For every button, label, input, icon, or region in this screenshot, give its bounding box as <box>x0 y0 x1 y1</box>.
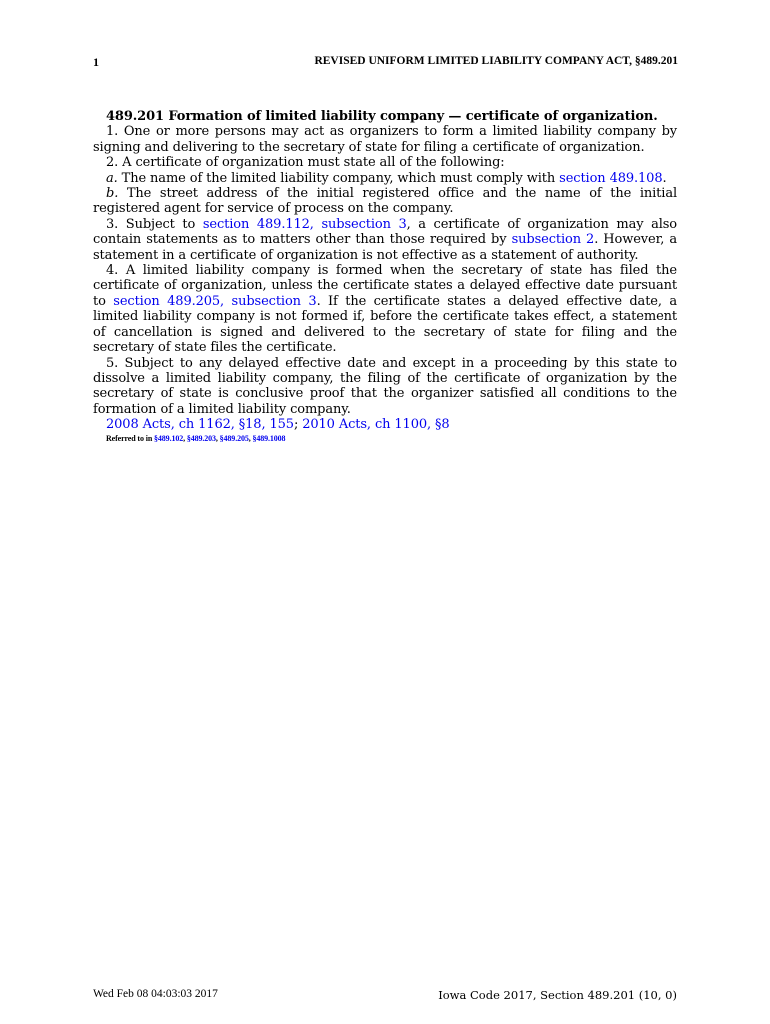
link-section-489-108[interactable]: section 489.108 <box>559 170 663 186</box>
link-2010-acts[interactable]: 2010 Acts, ch 1100, §8 <box>302 417 450 433</box>
subsection-2b-text: The street address of the initial registered office and the name of the initial registered agent for service of process on the company. <box>93 186 677 217</box>
footer-timestamp: Wed Feb 08 04:03:03 2017 <box>93 988 218 1000</box>
subsection-2a-text: The name of the limited liability company, which must comply with <box>117 170 560 186</box>
subsection-1: 1. One or more persons may act as organizers to form a limited liability company by signing and delivering to the secretary of state for filing a certificate of organization. <box>93 124 677 155</box>
subsection-3-post: . However, a statement in a certificate of organization is not effective as a statement of authority. <box>93 232 678 263</box>
subsection-2a-end: . <box>662 170 667 186</box>
referred-link[interactable]: §489.203 <box>186 433 216 443</box>
subsection-4 <box>93 263 677 355</box>
section-heading: 489.201 Formation of limited liability company — certificate of organization. <box>106 109 658 124</box>
link-section-489-112-subsection-3[interactable]: section 489.112, subsection 3 <box>202 216 407 232</box>
page-number: 1 <box>93 55 99 69</box>
subsection-3-pre: 3. Subject to <box>106 216 203 232</box>
referred-link[interactable]: §489.205 <box>219 433 249 443</box>
paragraph-label-b: b. <box>106 186 119 202</box>
running-header-title: REVISED UNIFORM LIMITED LIABILITY COMPANY ACT, §489.201 <box>314 55 678 67</box>
footer-citation: Iowa Code 2017, Section 489.201 (10, 0) <box>438 988 677 1002</box>
section-body <box>93 109 677 444</box>
link-section-489-205-subsection-3[interactable]: section 489.205, subsection 3 <box>113 293 317 309</box>
subsection-4-pre: 4. A limited liability company is formed when the secretary of state has filed the certificate of organization, unless the certificate states a delayed effective date pursuant to <box>93 263 677 309</box>
subsection-2: 2. A certificate of organization must state all of the following: <box>106 155 505 171</box>
subsection-5: 5. Subject to any delayed effective date and except in a proceeding by this state to dissolve a limited liability company, the filing of the certificate of organization by the secretary of state is conclusive proof that the organizer satisfied all conditions to the formation of a limited liability company. <box>93 355 677 417</box>
link-2008-acts[interactable]: 2008 Acts, ch 1162, §18, 155 <box>106 417 294 433</box>
referred-link[interactable]: §489.1008 <box>252 433 286 443</box>
subsection-2b <box>93 186 677 217</box>
link-subsection-2[interactable]: subsection 2 <box>511 232 595 248</box>
subsection-4-post: . If the certificate states a delayed effective date, a limited liability company is not formed if, before the certificate takes effect, a statement of cancellation is signed and delivered to the secretary of state for filing and the secretary of state files the certificate. <box>93 293 677 356</box>
referred-link[interactable]: §489.102 <box>154 433 184 443</box>
subsection-2a <box>93 171 677 186</box>
history-line <box>93 417 677 432</box>
history-separator: ; <box>293 417 303 433</box>
referred-to-line: Referred to in §489.102, §489.203, §489.205, §489.1008 <box>106 433 286 443</box>
referred-label: Referred to in <box>106 433 155 443</box>
subsection-3-mid: , a certificate of organization may also contain statements as to matters other than those required by <box>93 216 677 248</box>
paragraph-label-a: a. <box>106 170 118 186</box>
subsection-3 <box>93 217 677 263</box>
